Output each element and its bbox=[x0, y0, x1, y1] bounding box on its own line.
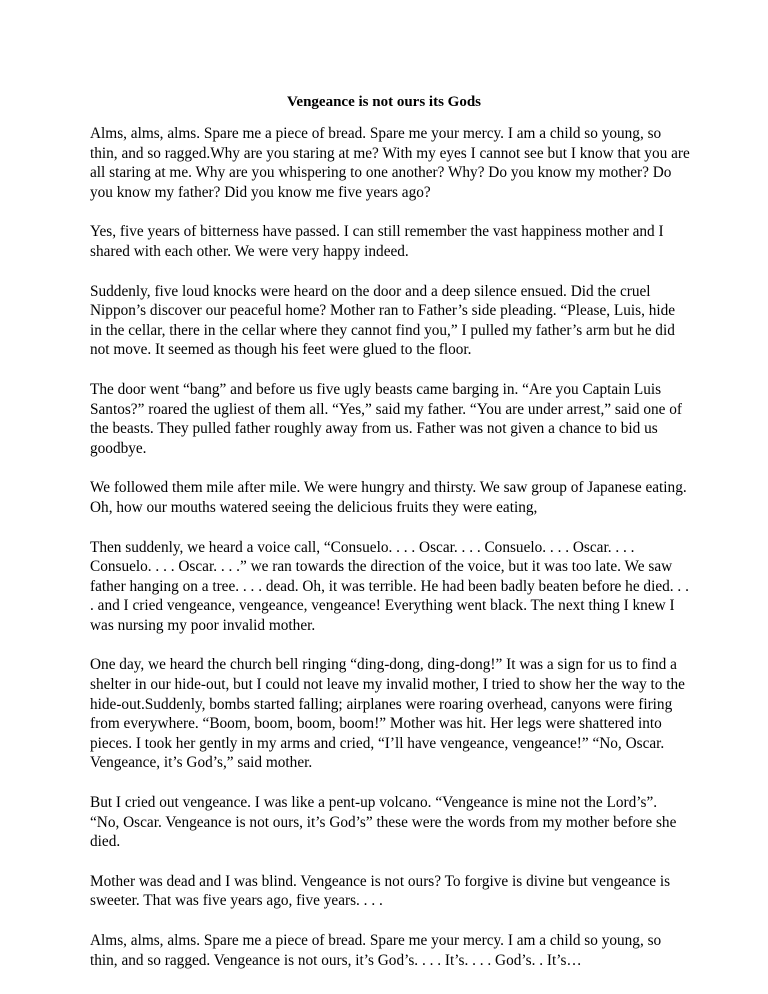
paragraph-2: Yes, five years of bitterness have passed. I can still remember the vast happiness mother and I shared with each other. We were very happy indeed. bbox=[90, 223, 664, 260]
paragraph-9: Mother was dead and I was blind. Vengeance is not ours? To forgive is divine but vengeance is sweeter. That was five years ago, five years. . . . bbox=[90, 872, 671, 910]
document-title: Vengeance is not ours its Gods bbox=[286, 94, 482, 110]
paragraph-6: Then suddenly, we heard a voice call, “Consuelo. . . . Oscar. . . . Consuelo. . . . Oscar. . . . Consuelo. . . . Oscar. . . .” we ran towards the direction of the voice, but it was too late. We saw father hanging on a tree. . . . dead. Oh, it was terrible. He had been badly beaten before he died. . . . and I cried vengeance, vengeance, vengeance! Everything went black. The next thing I knew I was nursing my poor invalid mother. bbox=[90, 538, 689, 634]
paragraph-10: Alms, alms, alms. Spare me a piece of bread. Spare me your mercy. I am a child so young, so thin, and so ragged. Vengeance is not ours, it’s God’s. . . . It’s. . . . God’s. . It’s… bbox=[90, 932, 662, 969]
paragraph-5: We followed them mile after mile. We were hungry and thirsty. We saw group of Japanese eating. Oh, how our mouths watered seeing the delicious fruits they were eating, bbox=[90, 479, 687, 516]
paragraph-7: One day, we heard the church bell ringing “ding-dong, ding-dong!” It was a sign for us to find a shelter in our hide-out, but I could not leave my invalid mother, I tried to show her the way to the hide-out.Suddenly, bombs started falling; airplanes were roaring overhead, canyons were firing from everywhere. “Boom, boom, boom, boom!” Mother was hit. Her legs were shattered into pieces. I took her gently in my arms and cried, “I’ll have vengeance, vengeance!” “No, Oscar. Vengeance, it’s God’s,” said mother. bbox=[90, 656, 685, 772]
paragraph-1: Alms, alms, alms. Spare me a piece of bread. Spare me your mercy. I am a child so young, so thin, and so ragged.Why are you staring at me? With my eyes I cannot see but I know that you are all staring at me. Why are you whispering to one another? Why? Do you know my mother? Do you know my father? Did you know me five years ago? bbox=[90, 125, 690, 201]
paragraph-3: Suddenly, five loud knocks were heard on the door and a deep silence ensued. Did the cruel Nippon’s discover our peaceful home? Mother ran to Father’s side pleading. “Please, Luis, hide in the cellar, there in the cellar where they cannot find you,” I pulled my father’s arm but he did not move. It seemed as though his feet were glued to the floor. bbox=[90, 282, 676, 359]
paragraph-8: But I cried out vengeance. I was like a pent-up volcano. “Vengeance is mine not the Lord’s”. “No, Oscar. Vengeance is not ours, it’s God’s” these were the words from my mother before she died. bbox=[90, 794, 677, 851]
paragraph-4: The door went “bang” and before us five ugly beasts came barging in. “Are you Captain Luis Santos?” roared the ugliest of them all. “Yes,” said my father. “You are under arrest,” said one of the beasts. They pulled father roughly away from us. Father was not given a chance to bid us goodbye. bbox=[90, 380, 683, 457]
document-body bbox=[90, 124, 690, 990]
